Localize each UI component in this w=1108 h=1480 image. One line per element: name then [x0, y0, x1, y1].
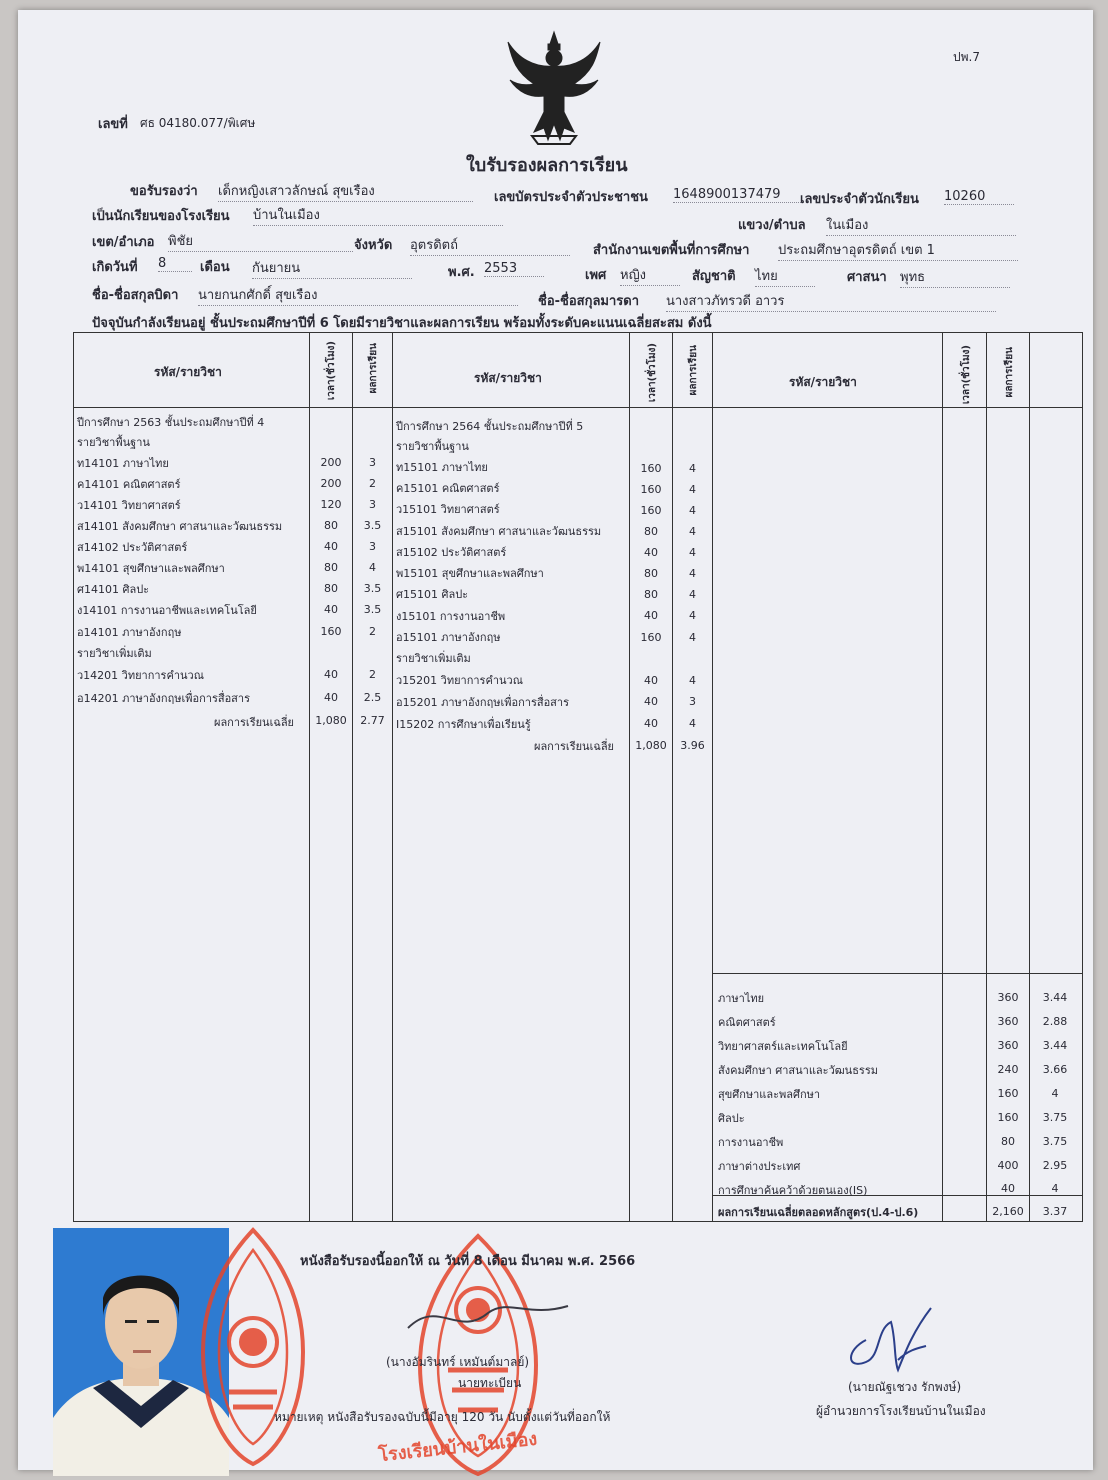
table-row: ว15201 วิทยาการคำนวณ	[396, 674, 523, 687]
school-name: บ้านในเมือง	[253, 204, 503, 226]
hours-cell: 40	[644, 546, 658, 559]
religion-label: ศาสนา	[847, 270, 887, 285]
header-subject-1: รหัส/รายวิชา	[154, 365, 222, 379]
table-row: ส14101 สังคมศึกษา ศาสนาและวัฒนธรรม	[77, 520, 283, 533]
doc-no-value: ศธ 04180.077/พิเศษ	[140, 116, 256, 130]
summary-row: ภาษาไทย	[718, 992, 765, 1005]
grade-cell: 2.5	[363, 691, 382, 704]
year1-heading: ปีการศึกษา 2563 ชั้นประถมศึกษาปีที่ 4	[77, 416, 265, 429]
director-name: (นายณัฐเชวง รักพงษ์)	[848, 1380, 962, 1394]
form-code: ปพ.7	[953, 50, 980, 64]
grade-cell: 3.5	[363, 603, 382, 616]
grade-cell: 2	[369, 625, 376, 638]
seal-text: โรงเรียนบ้านในเมือง	[377, 1428, 539, 1467]
year1-extra-heading: รายวิชาเพิ่มเติม	[77, 647, 152, 660]
hours-cell: 80	[1001, 1135, 1015, 1148]
table-row: ส14102 ประวัติศาสตร์	[77, 541, 188, 554]
hours-cell: 80	[644, 567, 658, 580]
header-hours-3: เวลา(ชั่วโมง)	[961, 345, 972, 405]
hours-cell: 160	[997, 1111, 1019, 1124]
grade-cell: 4	[689, 504, 696, 517]
issued-date: หนังสือรับรองนี้ออกให้ ณ วันที่ 8 เดือน มีนาคม พ.ศ. 2566	[300, 1254, 636, 1269]
current-status: ปัจจุบันกำลังเรียนอยู่ ชั้นประถมศึกษาปีที่ 6 โดยมีรายวิชาและผลการเรียน พร้อมทั้งระดับคะแนนเฉลี่ยสะสม ดังนี้	[92, 316, 712, 331]
header-grade-1: ผลการเรียน	[368, 343, 379, 394]
father-label: ชื่อ-ชื่อสกุลบิดา	[92, 288, 179, 303]
grade-cell: 3.44	[1042, 1039, 1068, 1052]
nationality: ไทย	[755, 265, 815, 287]
hours-cell: 200	[320, 477, 342, 490]
table-row: ค15101 คณิตศาสตร์	[396, 482, 500, 495]
table-row: I15202 การศึกษาเพื่อเรียนรู้	[396, 718, 531, 731]
grade-cell: 4	[1051, 1087, 1059, 1100]
hours-cell: 160	[640, 631, 662, 644]
hours-cell: 40	[644, 695, 658, 708]
garuda-emblem-icon	[504, 28, 604, 146]
office-label: สำนักงานเขตพื้นที่การศึกษา	[593, 243, 750, 258]
grade-cell: 4	[689, 609, 696, 622]
summary-row: การงานอาชีพ	[718, 1136, 784, 1149]
header-grade-2: ผลการเรียน	[688, 345, 699, 396]
table-row: ท15101 ภาษาไทย	[396, 461, 488, 474]
hours-cell: 80	[644, 525, 658, 538]
registrar-name: (นางอัมรินทร์ เหมันต์มาลย์)	[386, 1355, 530, 1369]
certify-label: ขอรับรองว่า	[130, 184, 198, 199]
summary-row: สังคมศึกษา ศาสนาและวัฒนธรรม	[718, 1064, 878, 1077]
student-id-label: เลขประจำตัวนักเรียน	[800, 192, 919, 207]
grade-cell: 3	[689, 695, 696, 708]
hours-cell: 40	[324, 603, 338, 616]
header-grade-3: ผลการเรียน	[1004, 347, 1015, 398]
table-row: ว15101 วิทยาศาสตร์	[396, 503, 500, 516]
year2-heading: ปีการศึกษา 2564 ชั้นประถมศึกษาปีที่ 5	[396, 420, 584, 433]
grade-cell: 4	[689, 717, 696, 730]
year1-avg-grade: 2.77	[360, 714, 385, 727]
father-name: นายกนกศักดิ์ สุขเรือง	[198, 284, 518, 306]
summary-row: การศึกษาค้นคว้าด้วยตนเอง(IS)	[718, 1184, 868, 1197]
hours-cell: 200	[320, 456, 342, 469]
hours-cell: 160	[997, 1087, 1019, 1100]
table-row: ว14101 วิทยาศาสตร์	[77, 499, 181, 512]
document-title: ใบรับรองผลการเรียน	[466, 155, 628, 176]
month-label: เดือน	[200, 260, 230, 275]
table-row: ศ14101 ศิลปะ	[77, 583, 150, 596]
certificate-paper	[18, 10, 1093, 1470]
overall-label: ผลการเรียนเฉลี่ยตลอดหลักสูตร(ป.4-ป.6)	[718, 1206, 919, 1219]
grade-cell: 3	[369, 456, 376, 469]
hours-cell: 360	[997, 1015, 1019, 1028]
summary-row: ภาษาต่างประเทศ	[718, 1160, 801, 1173]
student-name: เด็กหญิงเสาวลักษณ์ สุขเรือง	[218, 180, 473, 202]
sex: หญิง	[620, 264, 680, 286]
year2-extra-heading: รายวิชาเพิ่มเติม	[396, 652, 471, 665]
year2-avg-grade: 3.96	[680, 739, 705, 752]
hours-cell: 160	[640, 462, 662, 475]
grade-cell: 3.44	[1042, 991, 1068, 1004]
mother-label: ชื่อ-ชื่อสกุลมารดา	[538, 294, 640, 309]
hours-cell: 120	[320, 498, 342, 511]
grade-table	[73, 332, 1083, 1222]
province: อุตรดิตถ์	[410, 234, 570, 256]
district: พิชัย	[168, 230, 353, 252]
birth-day: 8	[158, 256, 192, 272]
grade-cell: 4	[689, 546, 696, 559]
header-hours-1: เวลา(ชั่วโมง)	[326, 341, 337, 401]
table-row: อ14101 ภาษาอังกฤษ	[77, 626, 182, 639]
sex-label: เพศ	[585, 268, 607, 283]
mother-name: นางสาวภัทรวดี อาวร	[666, 290, 996, 312]
year2-avg-label: ผลการเรียนเฉลี่ย	[534, 740, 615, 753]
validity-note: หมายเหตุ หนังสือรับรองฉบับนี้มีอายุ 120 วัน นับตั้งแต่วันที่ออกให้	[274, 1410, 611, 1424]
hours-cell: 160	[320, 625, 342, 638]
grade-cell: 3.66	[1042, 1063, 1068, 1076]
grade-cell: 2	[369, 668, 376, 681]
hours-cell: 80	[324, 561, 338, 574]
grade-cell: 4	[689, 588, 696, 601]
table-row: พ15101 สุขศึกษาและพลศึกษา	[396, 567, 544, 580]
subdistrict-label: แขวง/ตำบล	[738, 218, 806, 233]
grade-cell: 4	[689, 462, 696, 475]
hours-cell: 40	[644, 717, 658, 730]
religion: พุทธ	[900, 266, 1010, 288]
summary-row: สุขศึกษาและพลศึกษา	[718, 1088, 821, 1101]
hours-cell: 40	[1001, 1182, 1015, 1195]
school-label: เป็นนักเรียนของโรงเรียน	[92, 209, 230, 224]
hours-cell: 80	[324, 519, 338, 532]
summary-row: คณิตศาสตร์	[718, 1016, 776, 1029]
year1-basic-heading: รายวิชาพื้นฐาน	[77, 436, 150, 449]
grade-cell: 3.5	[363, 519, 382, 532]
grade-cell: 2.95	[1042, 1159, 1068, 1172]
grade-cell: 4	[689, 674, 696, 687]
hours-cell: 40	[324, 668, 338, 681]
hours-cell: 160	[640, 504, 662, 517]
table-row: ง14101 การงานอาชีพและเทคโนโลยี	[77, 604, 257, 617]
birth-label: เกิดวันที่	[92, 260, 138, 275]
hours-cell: 40	[644, 674, 658, 687]
hours-cell: 40	[324, 691, 338, 704]
table-row: พ14101 สุขศึกษาและพลศึกษา	[77, 562, 225, 575]
province-label: จังหวัด	[354, 238, 393, 253]
hours-cell: 160	[640, 483, 662, 496]
subdistrict: ในเมือง	[826, 214, 1016, 236]
hours-cell: 80	[644, 588, 658, 601]
registrar-signature-icon	[398, 1288, 578, 1348]
doc-no-label: เลขที่	[98, 117, 128, 132]
year-label: พ.ศ.	[448, 265, 475, 280]
overall-hours: 2,160	[992, 1205, 1024, 1218]
table-row: ศ15101 ศิลปะ	[396, 588, 469, 601]
table-row: ท14101 ภาษาไทย	[77, 457, 169, 470]
birth-year: 2553	[484, 261, 544, 277]
district-label: เขต/อำเภอ	[92, 235, 155, 250]
grade-cell: 3	[369, 540, 376, 553]
grade-cell: 4	[689, 525, 696, 538]
summary-row: ศิลปะ	[718, 1112, 745, 1125]
nationality-label: สัญชาติ	[692, 269, 736, 284]
hours-cell: 360	[997, 991, 1019, 1004]
table-row: ง15101 การงานอาชีพ	[396, 610, 506, 623]
year1-avg-label: ผลการเรียนเฉลี่ย	[214, 716, 295, 729]
summary-row: วิทยาศาสตร์และเทคโนโลยี	[718, 1040, 848, 1053]
id-card-label: เลขบัตรประจำตัวประชาชน	[494, 190, 648, 205]
table-row: ส15102 ประวัติศาสตร์	[396, 546, 507, 559]
table-row: ค14101 คณิตศาสตร์	[77, 478, 181, 491]
header-subject-3: รหัส/รายวิชา	[789, 375, 857, 389]
table-row: อ15101 ภาษาอังกฤษ	[396, 631, 501, 644]
hours-cell: 40	[324, 540, 338, 553]
director-signature-icon	[836, 1300, 946, 1380]
grade-cell: 3	[369, 498, 376, 511]
hours-cell: 240	[997, 1063, 1019, 1076]
year2-basic-heading: รายวิชาพื้นฐาน	[396, 440, 469, 453]
hours-cell: 360	[997, 1039, 1019, 1052]
grade-cell: 4	[689, 483, 696, 496]
overall-grade: 3.37	[1042, 1205, 1068, 1218]
birth-month: กันยายน	[252, 257, 412, 279]
grade-cell: 2.88	[1042, 1015, 1068, 1028]
year1-avg-hours: 1,080	[315, 714, 347, 727]
grade-cell: 3.5	[363, 582, 382, 595]
director-title: ผู้อำนวยการโรงเรียนบ้านในเมือง	[816, 1404, 986, 1418]
education-office: ประถมศึกษาอุตรดิตถ์ เขต 1	[778, 239, 1018, 261]
year2-avg-hours: 1,080	[635, 739, 667, 752]
registrar-title: นายทะเบียน	[458, 1376, 522, 1390]
student-id: 10260	[944, 189, 1014, 205]
table-row: อ14201 ภาษาอังกฤษเพื่อการสื่อสาร	[77, 692, 250, 705]
header-hours-2: เวลา(ชั่วโมง)	[647, 343, 658, 403]
grade-cell: 4	[369, 561, 376, 574]
table-row: ว14201 วิทยาการคำนวณ	[77, 669, 204, 682]
grade-cell: 4	[1051, 1182, 1059, 1195]
grade-cell: 3.75	[1042, 1111, 1068, 1124]
hours-cell: 400	[997, 1159, 1019, 1172]
hours-cell: 80	[324, 582, 338, 595]
grade-cell: 4	[689, 567, 696, 580]
grade-cell: 4	[689, 631, 696, 644]
table-row: ส15101 สังคมศึกษา ศาสนาและวัฒนธรรม	[396, 525, 602, 538]
header-subject-2: รหัส/รายวิชา	[474, 371, 542, 385]
hours-cell: 40	[644, 609, 658, 622]
grade-cell: 3.75	[1042, 1135, 1068, 1148]
id-card-number: 1648900137479	[673, 187, 803, 203]
grade-cell: 2	[369, 477, 376, 490]
table-row: อ15201 ภาษาอังกฤษเพื่อการสื่อสาร	[396, 696, 569, 709]
